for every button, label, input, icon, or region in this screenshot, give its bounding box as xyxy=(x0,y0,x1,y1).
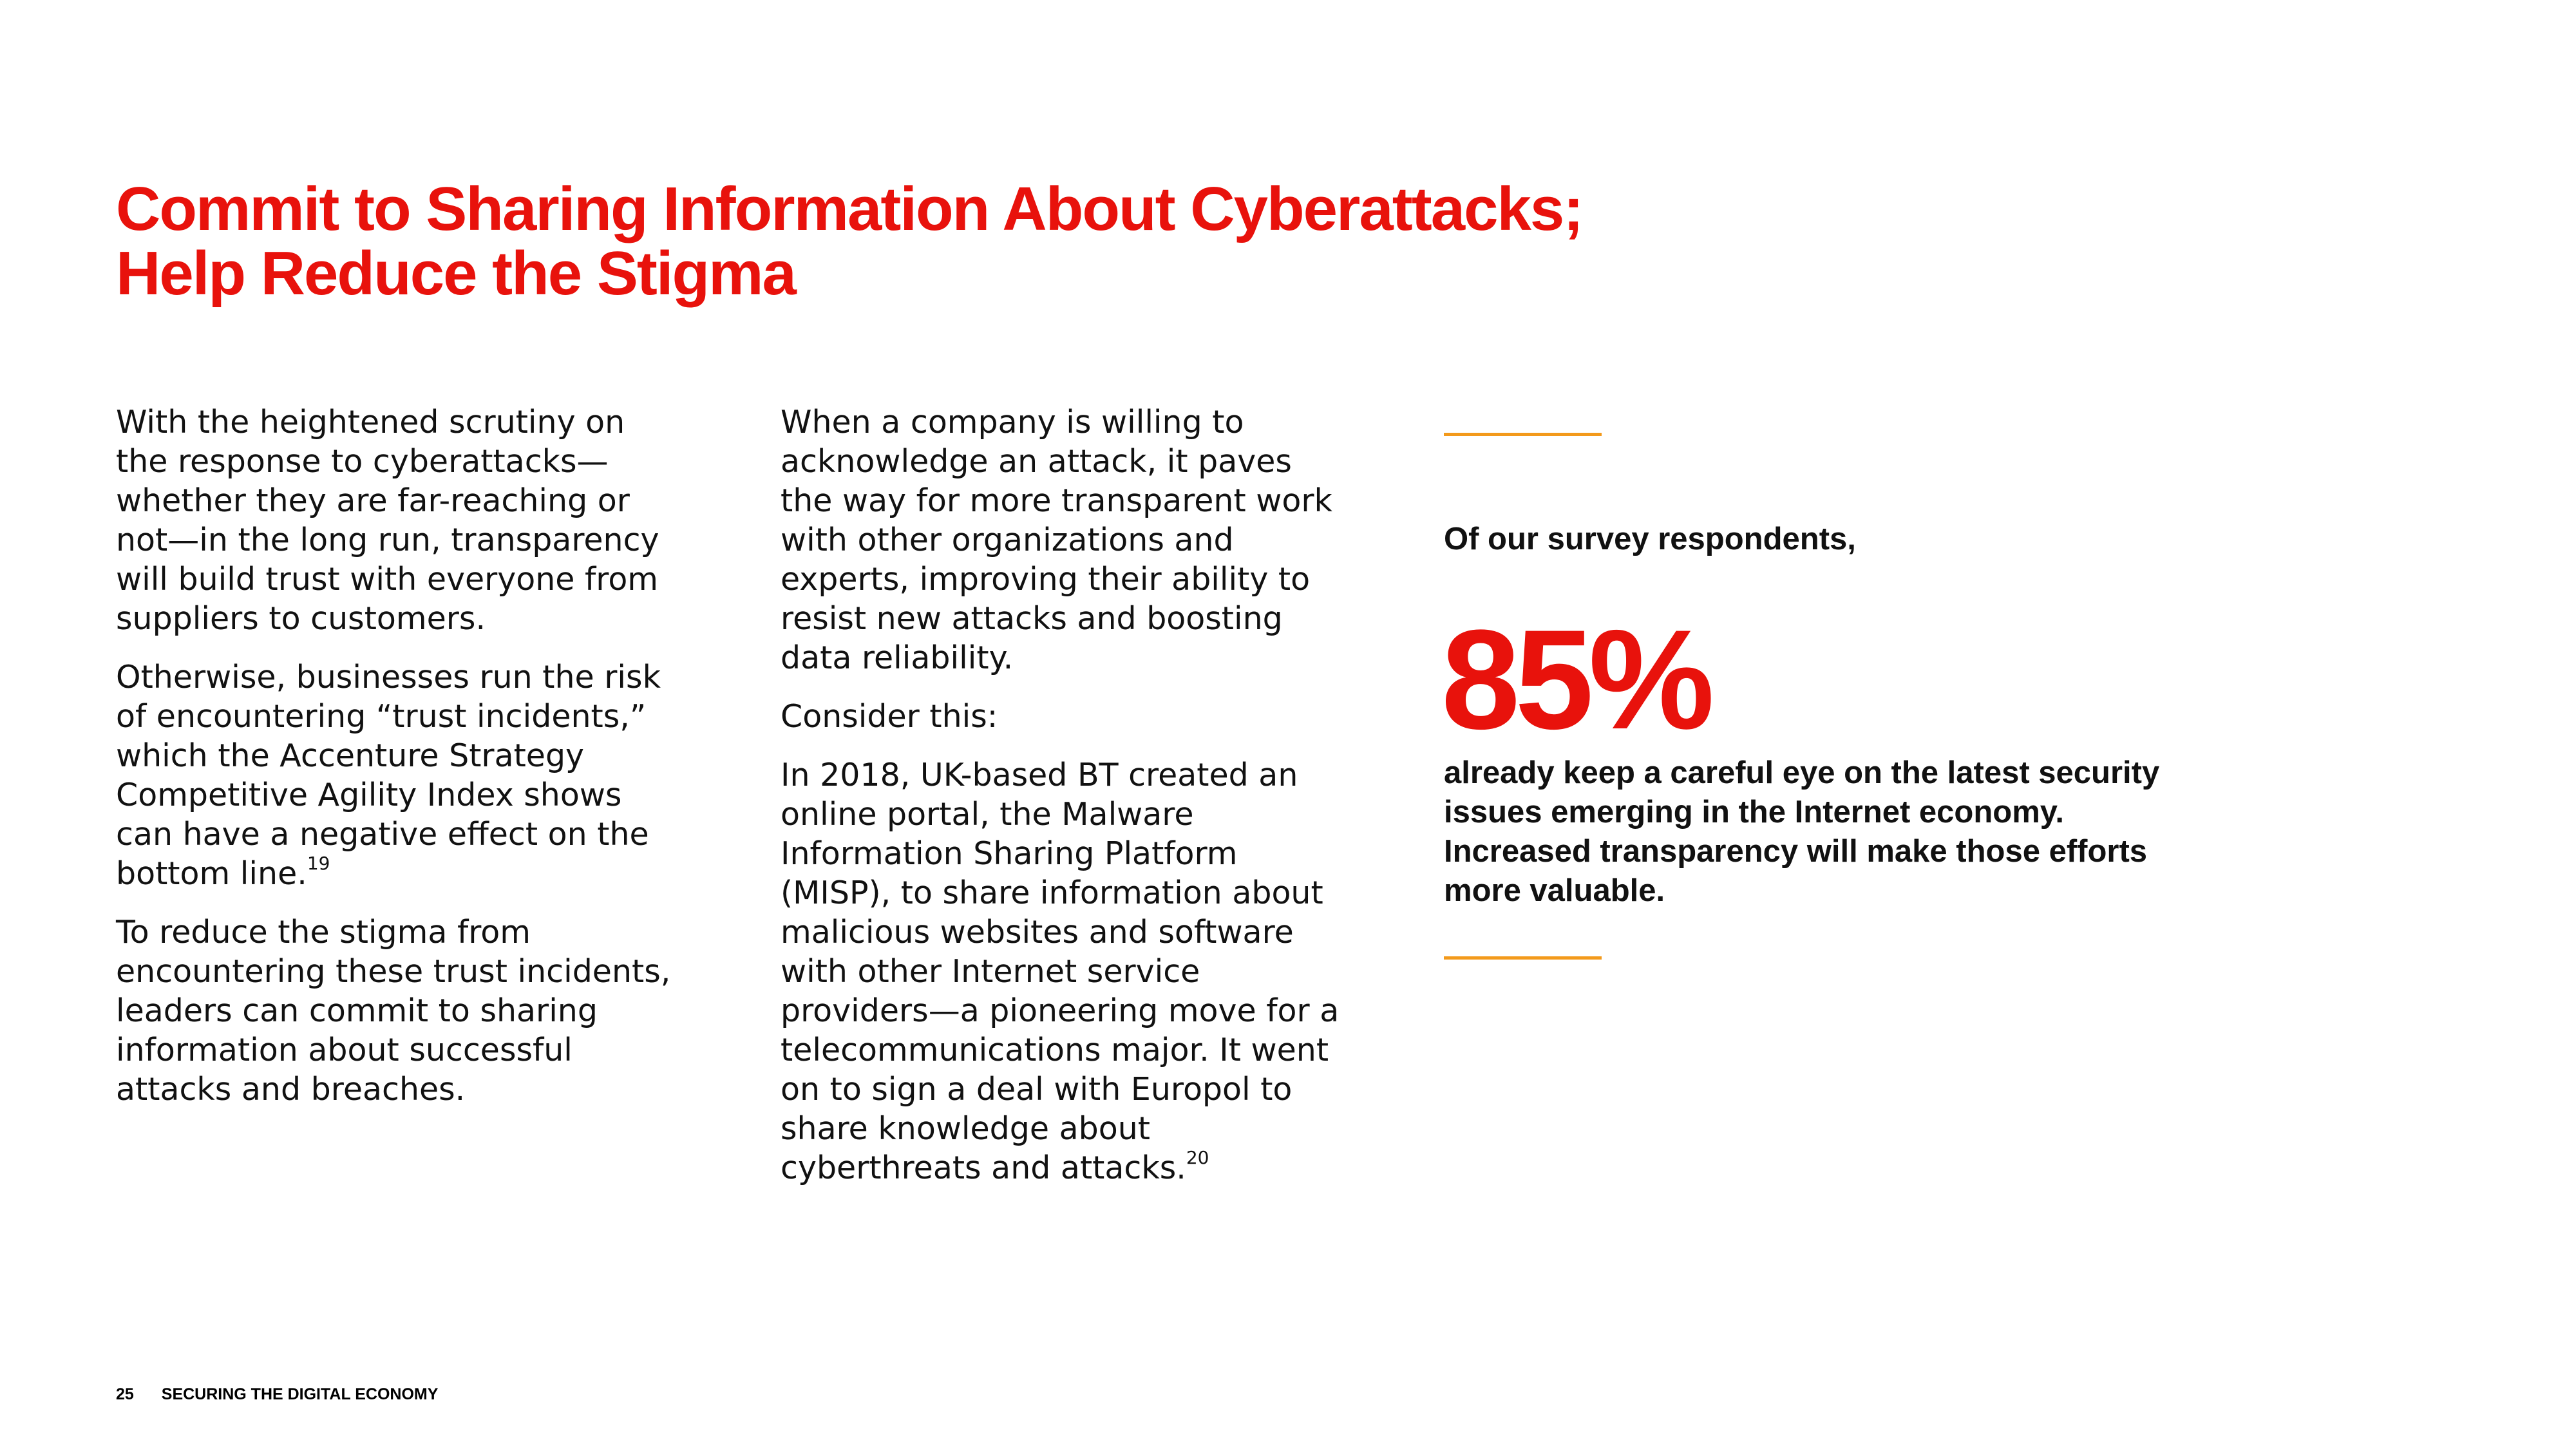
footnote-ref: 19 xyxy=(307,852,330,874)
paragraph-text: To reduce the stigma from encountering these trust incidents, leaders can commit to sharing information about successful attacks and breaches. xyxy=(116,914,671,1108)
paragraph-text: In 2018, UK-based BT created an online portal, the Malware Information Sharing Platform (MISP), to share information about malicious websites and software with other Internet service providers—a pioneering move for a telecommunications major. It went on to sign a deal with Europol to share knowledge about cyberthreats and attacks. xyxy=(781,757,1340,1186)
callout-divider-top xyxy=(1444,433,1602,436)
callout-stat: 85% xyxy=(1441,600,1710,759)
paragraph xyxy=(116,913,683,1109)
paragraph-text: With the heightened scrutiny on the response to cyberattacks—whether they are far-reaching or not—in the long run, transparency will build trust with everyone from suppliers to customers. xyxy=(116,404,659,637)
page-title xyxy=(116,177,1984,306)
page-number: 25 xyxy=(116,1385,134,1403)
footnote-ref: 20 xyxy=(1186,1146,1209,1168)
paragraph-text: When a company is willing to acknowledge an attack, it paves the way for more transparent work with other organizations and experts, improving their ability to resist new attacks and boosting data reliability. xyxy=(781,404,1332,676)
body-column-left xyxy=(116,402,683,1128)
callout-divider-bottom xyxy=(1444,956,1602,960)
paragraph xyxy=(116,658,683,893)
callout-text: already keep a careful eye on the latest security issues emerging in the Internet economy. Increased transparency will make those efforts more valuable. xyxy=(1444,755,2160,908)
paragraph-text: Otherwise, businesses run the risk of encountering “trust incidents,” which the Accenture Strategy Competitive Agility Index shows can have a negative effect on the bottom line. xyxy=(116,659,661,892)
paragraph xyxy=(781,697,1347,736)
page-footer xyxy=(116,1385,438,1404)
callout-intro: Of our survey respondents, xyxy=(1444,522,1856,556)
paragraph xyxy=(781,402,1347,677)
paragraph xyxy=(116,402,683,638)
paragraph xyxy=(781,755,1347,1188)
body-column-middle xyxy=(781,402,1347,1207)
title-line-1: Commit to Sharing Information About Cyberattacks; xyxy=(116,175,1583,243)
title-line-2: Help Reduce the Stigma xyxy=(116,239,795,308)
paragraph-text: Consider this: xyxy=(781,698,998,735)
footer-section-title: SECURING THE DIGITAL ECONOMY xyxy=(161,1385,439,1403)
